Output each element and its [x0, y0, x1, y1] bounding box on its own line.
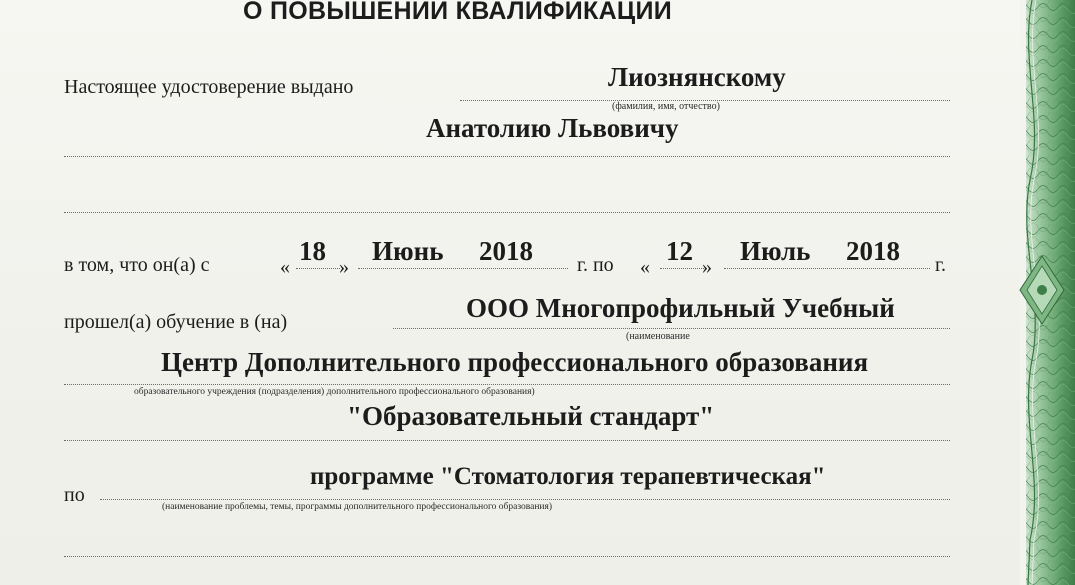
- program-label: по: [64, 484, 85, 506]
- surname-value: Лиознянскому: [608, 62, 786, 92]
- to-label: г. по: [577, 254, 614, 276]
- institution-line-2: [64, 384, 950, 385]
- certificate-heading: О ПОВЫШЕНИИ КВАЛИФИКАЦИИ: [243, 0, 673, 25]
- period-prefix: в том, что он(а) с: [64, 254, 210, 276]
- name-caption: (фамилия, имя, отчество): [612, 101, 720, 112]
- end-month: Июль: [740, 236, 811, 266]
- end-close-quote: »: [702, 256, 712, 278]
- end-open-quote: «: [640, 256, 650, 278]
- name-line: [64, 156, 950, 157]
- start-close-quote: »: [339, 256, 349, 278]
- institution-caption-2: образовательного учреждения (подразделения) дополнительного профессионального образования): [134, 387, 535, 397]
- program-caption: (наименование проблемы, темы, программы дополнительного профессионального образования): [162, 502, 553, 512]
- start-year: 2018: [479, 236, 533, 266]
- start-open-quote: «: [280, 256, 290, 278]
- start-month: Июнь: [372, 236, 444, 266]
- blank-line: [64, 212, 950, 213]
- end-day-line: [660, 268, 704, 269]
- institution-line-1: [393, 328, 950, 329]
- start-day-line: [296, 268, 340, 269]
- program-name: программе "Стоматология терапевтическая": [310, 463, 826, 490]
- guilloche-border: [1018, 0, 1075, 585]
- issued-to-label: Настоящее удостоверение выдано: [64, 76, 354, 98]
- end-day: 12: [666, 236, 693, 266]
- institution-name-2: Центр Дополнительного профессионального образования: [161, 347, 869, 377]
- start-day: 18: [299, 236, 326, 266]
- year-label: г.: [935, 254, 946, 276]
- institution-name-3: "Образовательный стандарт": [347, 401, 715, 431]
- blank-line-2: [64, 556, 950, 557]
- training-label: прошел(а) обучение в (на): [64, 311, 288, 333]
- end-month-year-line: [724, 268, 930, 269]
- start-month-year-line: [358, 268, 568, 269]
- institution-name-1: ООО Многопрофильный Учебный: [466, 293, 895, 323]
- institution-line-3: [64, 440, 950, 441]
- institution-caption: (наименование: [626, 331, 690, 342]
- program-line: [100, 499, 950, 500]
- name-patronymic-value: Анатолию Львовичу: [426, 113, 679, 143]
- end-year: 2018: [846, 236, 900, 266]
